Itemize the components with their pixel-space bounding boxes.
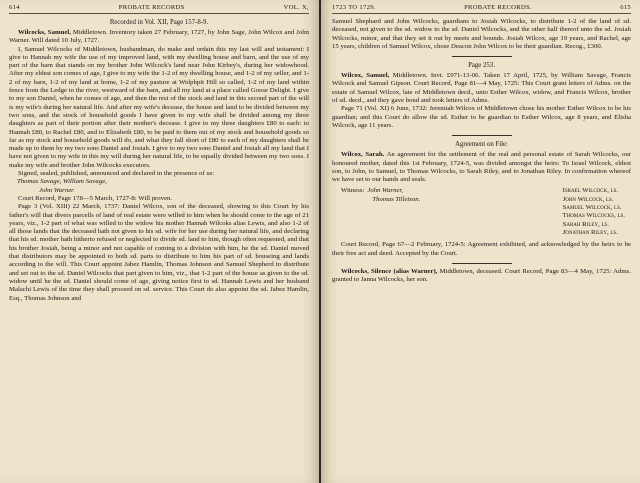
entry-name: Wilcox, Sarah.	[341, 151, 385, 159]
divider-rule	[452, 56, 512, 57]
witness-name: Thomas Tilletson.	[372, 195, 421, 203]
entry-text: Middletown. Invt. £971-13-06. Taken 17 April, 1725, by William Savage, Francis Wilcock and Samuel Gipson. Court Record, Page 81—4 May, 1725: This Court grant letters of Adms. on the estate of Samuel Wilcox, late of Middletown decd., unto Esther Wilcox, widow, and Francis Wilcox, brother of sd. decd., and they gave bond and took letters of Adms.	[332, 72, 631, 105]
witness-names	[367, 187, 420, 237]
heir-signature: Israel Wilcock, ls.	[562, 187, 619, 195]
left-page-number: 614	[9, 4, 20, 11]
right-running-head	[332, 4, 631, 14]
entry-samuel-wilcox	[332, 72, 631, 105]
heir-signature: Samuel Wilcock, ls.	[562, 204, 622, 212]
divider-rule	[452, 135, 512, 136]
witness-label: Witness:	[341, 187, 365, 195]
witness-name: John Warner,	[367, 187, 404, 195]
witness-line-2: John Warner.	[39, 186, 75, 194]
right-section-heading: Page 253.	[468, 62, 495, 70]
left-running-head	[9, 4, 309, 14]
court-record-2: Court Record, Page 67—2 February, 1724-5: Agreement exhibited, and acknowledged by the heirs to be their free act and deed. Accepted by the Court.	[332, 241, 631, 257]
entry-sarah-wilcox	[332, 151, 631, 184]
signed-line: Signed, sealed, published, announced and declared in the presence of us:	[18, 170, 215, 178]
right-header-years: 1723 TO 1729.	[332, 4, 376, 11]
right-header-title: PROBATE RECORDS.	[464, 4, 532, 11]
right-page	[321, 0, 640, 483]
entry-silence-wilcocks	[332, 268, 631, 285]
page3-text: Page 3 (Vol. XIII) 22 March, 1737: Daniel Wilcox, son of the deceased, showing to this Court by his father's will that divers parcells of land of real estate were willed to him when he should come to the age of 21 years, viz., 1-2 part of what was willed to the widow his mother Hannah Wilcoks alias Lewis, and also 1-2 of all those lands that the deceased hath not given to his sd. wife for her use during her natural life, and declaring that his sd. mother hath hitherto refused or neglected to divide sd. land to him, though often requested, and that his brother Josiah, being a minor and not capable of coming to a division with him, he the sd. Daniel moved that distributors may be appointed to both sd. parts to distribute to him his part of sd. houseing and lands according to the will. This Court appoint Jabez Hamlin, Thomas Johnson and Samuel Shepherd to distribute and set out to the sd. Daniel Wilcocks that part given to him, viz., that 1-2 part of the house as given to the sd. widow until he the sd. Daniel should come of age, giving notice first to sd. Hannah Lewis and her husband Malachi Lewis of the time they shall proceed on sd. service. This Court do also appoint the sd. Jabez Hamlin, Esq., Thomas Johnson and	[9, 203, 309, 302]
witness-block	[332, 187, 631, 237]
divider-rule	[452, 263, 512, 264]
entry-name: Wilcocks, Silence (alias Warner),	[341, 267, 438, 275]
witness-left	[332, 187, 420, 237]
entry-name: Wilcocks, Samuel,	[18, 29, 71, 36]
entry-text: An agreement for the settlement of the real and personal estate of Sarah Wilcocks, our honoured mother, dated this 1st February, 1724-5, was divided amongst the heirs: To Israel Wilcock, eldest son, to John, to Samuel, to Thomas Wilcocks, to Sarah Riley, and to Jonathan Riley. In confirmation whereof we have set to our hands and seals.	[332, 151, 631, 184]
witness-line-1: Thomas Savage, William Savage,	[17, 178, 107, 186]
left-header-volume: VOL. X,	[283, 4, 309, 11]
entry-name: Wilcox, Samuel,	[341, 72, 390, 80]
heir-signature: John Wilcock, ls.	[562, 195, 614, 203]
heir-signatures	[563, 187, 631, 237]
entry-samuel-wilcocks	[9, 29, 309, 46]
will-text: I, Samuel Wilcocks of Middletown, husbandman, do make and ordain this my last will and testament: I give to Hannah my wife the use of my improved land, with my dwelling house and barn, and the use of my part of the barn that stands on my brother John Wilcock's land near John Kirbey's, during her widowhood. After my eldest son comes of age, I give to my wife the 1-2 of my dwelling house, and 1-2 of my seller, and 1-2 of my barn, 1-2 of my land at home, 1-2 of my pasture at Wolphpit Hill so called, 1-2 of my land within fence from the Ledge to the river, westward of the barn, and all my land at a place called Goose Delight. I give to my son Daniel, when he comes of age, and then the rest of the stock and land in this second part of the will is my wife's during her natural life. And after my wife's decease, the house and land to be divided between my two sons, and the stock of household goods I have given to my wife shall be divided among my three daughters as part of their portion after their mother's decease. I give to my three daughters £80 to each: to Hannah £80, to Rachel £80, and to Elizabeth £80, to be paid to them out of my stock and household goods so far as my stock and household goods will do, and what they fall short of £80 to each of my daughters shall be made up to them by my two sons Daniel and Josiah. I give to my two sons Daniel and Josiah all my land that I have not given to my wife in this my will during her natural life, to be equally divided between my two sons. I make my wife and brother John Wilcocks executors.	[9, 45, 309, 169]
heir-signature: Jonathan Riley, ls.	[562, 228, 618, 236]
court-record: Court Record, Page 178—5 March, 1727-8: Will proven.	[18, 194, 173, 202]
left-section-heading: Recorded in Vol. XII, Page 157-8-9.	[109, 19, 209, 26]
heir-signature: Sarah Riley, ls.	[562, 220, 609, 228]
page71-text: Page 71 (Vol. XI) 6 June, 1732: Jeremiah Wilcox of Middletown chose his mother Esther Wilcox to be his guardian; and this Court do allow the sd. Esther to be guardian to Esther Wilcox, age 8 years, and Elisha Wilcock, age 11 years.	[332, 105, 631, 129]
entry-text: Middletown, deceased. Court Record, Page 83—4 May, 1725: Adms. granted to Janna Wilcocks, her son.	[332, 267, 631, 284]
heir-signature: Thomas Wilcocks, ls.	[562, 212, 625, 220]
right-page-number: 615	[620, 4, 631, 11]
continuation-text: Samuel Shephard and John Wilcocks, guardians to Josiah Wilcocks, to distribute 1-2 of the land of sd. deceased, not given to the sd. widow to the sd. Daniel Wilcocks, and the other half thereof unto the sd. Josiah Wilcocks, minor, and that they set it out by meets and bounds. Josiah Wilcox, age 19 years, and Rachel, age 15 years, children of Samuel Wilcox, chose Deacon John Wilcox to be their guardian. Recog., £300.	[332, 18, 631, 50]
left-header-title: PROBATE RECORDS	[118, 4, 185, 11]
entry-text: Middletown. Inventory taken 27 February, 1727, by John Sage, John Wilcox and John Warner. Will dated 10 July, 1727.	[9, 29, 309, 45]
agreement-heading: Agreement on File:	[455, 141, 508, 149]
left-page	[0, 0, 319, 483]
